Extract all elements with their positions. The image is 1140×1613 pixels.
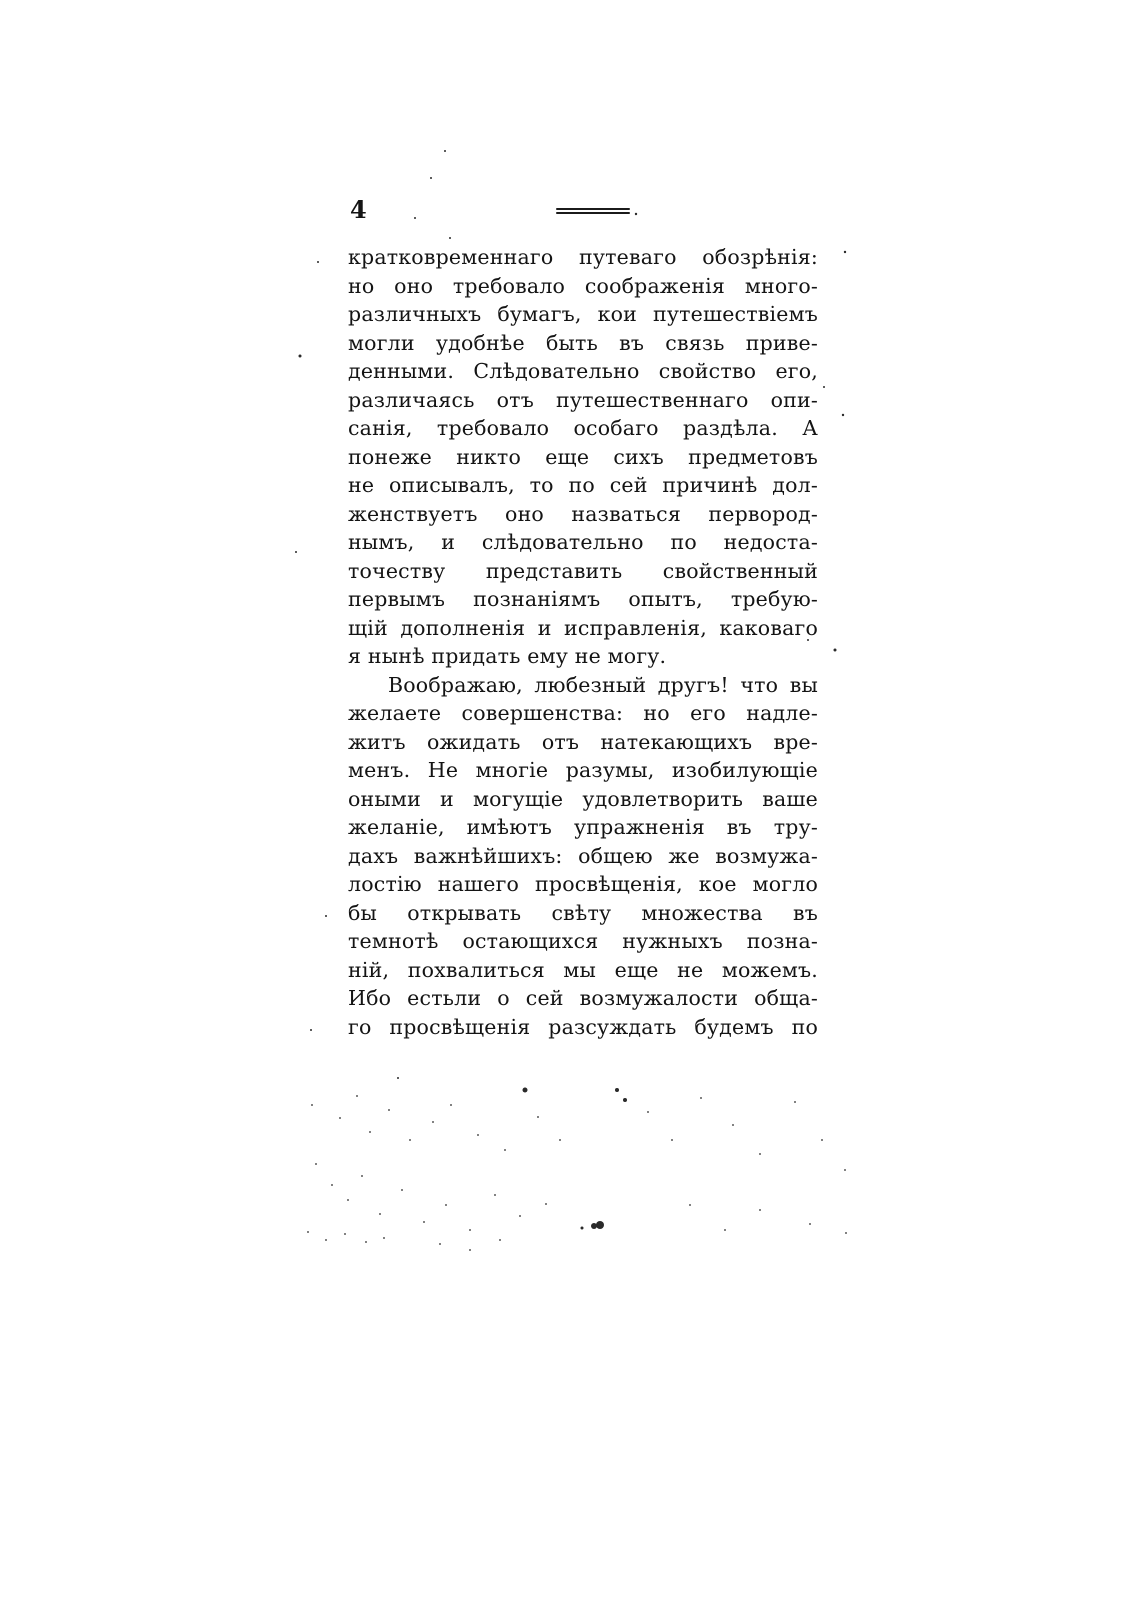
- text-line: женствуетъ оно назваться первород-: [348, 501, 818, 526]
- text-line: дахъ важнѣйшихъ: общею же возмужа-: [348, 843, 818, 868]
- text-line: темнотѣ остающихся нужныхъ позна-: [348, 929, 818, 953]
- text-line: го просвѣщенія разсуждать будемъ по: [348, 1014, 818, 1039]
- text-line: ній, похвалиться мы еще не можемъ.: [348, 957, 818, 982]
- text-line: не описывалъ, то по сей причинѣ дол-: [348, 473, 818, 497]
- text-line: нымъ, и слѣдовательно по недоста-: [348, 530, 818, 554]
- text-line: бы открывать свѣту множества въ: [348, 900, 818, 925]
- text-line: житъ ожидать отъ натекающихъ вре-: [348, 729, 818, 754]
- text-line: желаніе, имѣютъ упражненія въ тру-: [348, 815, 818, 839]
- text-line: желаете совершенства: но его надле-: [348, 701, 818, 725]
- text-line: но оно требовало соображенія много-: [348, 273, 818, 298]
- text-line: различныхъ бумагъ, кои путешествіемъ: [348, 302, 818, 326]
- text-line: понеже никто еще сихъ предметовъ: [348, 444, 818, 469]
- header-ornament-rule: [556, 208, 630, 216]
- body-text: [348, 243, 818, 1041]
- text-line: лостію нашего просвѣщенія, кое могло: [348, 872, 818, 896]
- text-line: кратковременнаго путеваго обозрѣнія:: [348, 245, 818, 269]
- paragraph-start-line: Воображаю, любезный другъ! что вы: [388, 672, 818, 697]
- text-line: оными и могущіе удовлетворить ваше: [348, 786, 818, 811]
- text-line: я нынѣ придать ему не могу.: [348, 644, 667, 668]
- text-line: денными. Слѣдовательно свойство его,: [348, 359, 818, 383]
- text-line: могли удобнѣе быть въ связь приве-: [348, 330, 818, 355]
- text-line: щій дополненія и исправленія, каковаго: [348, 615, 818, 640]
- text-line: санія, требовало особаго раздѣла. А: [348, 416, 818, 440]
- text-line: менъ. Не многіе разумы, изобилующіе: [348, 758, 818, 782]
- text-line: точеству представить свойственный: [348, 558, 818, 583]
- text-line: Ибо естьли о сей возмужалости обща-: [348, 986, 818, 1010]
- text-line: различаясь отъ путешественнаго опи-: [348, 387, 818, 412]
- page-number: 4: [350, 195, 367, 224]
- text-line: первымъ познаніямъ опытъ, требую-: [348, 587, 818, 611]
